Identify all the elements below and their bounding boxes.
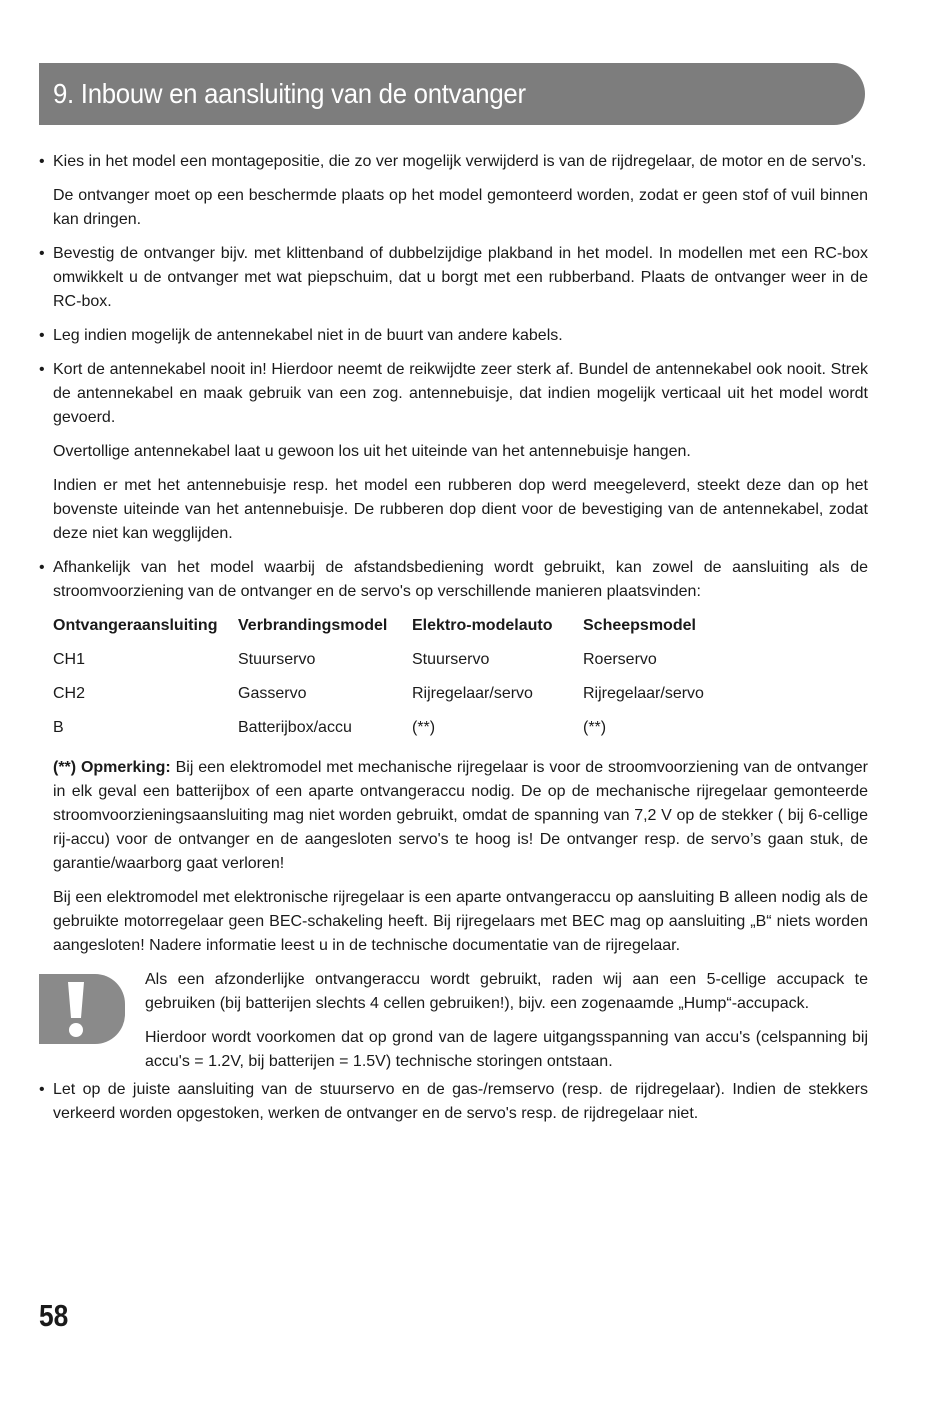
table-cell: (**) [583,719,607,736]
connection-table [53,614,783,750]
section-title-bar [39,63,865,125]
bullet-paragraph: • Afhankelijk van het model waarbij de afstandsbediening wordt gebruikt, kan zowel de aansluiting als de stroomvoorziening van de ontvanger en de servo's op verschillende manieren plaatsvinden: [53,556,868,604]
paragraph: De ontvanger moet op een beschermde plaats op het model gemonteerd worden, zodat er geen stof of vuil binnen kan dringen. [53,187,868,228]
bullet-paragraph: • Kies in het model een montagepositie, die zo ver mogelijk verwijderd is van de rijdregelaar, de motor en de servo's. [53,150,868,174]
bullet-paragraph: • Leg indien mogelijk de antennekabel niet in de buurt van andere kabels. [53,324,868,348]
table-header-row [53,614,783,648]
paragraph: Overtollige antennekabel laat u gewoon los uit het uiteinde van het antennebuisje hangen. [53,443,691,460]
table-row [53,648,783,682]
note-paragraph [53,756,868,876]
table-cell: Batterijbox/accu [238,719,352,736]
table-cell: CH2 [53,685,86,702]
table-header-cell: Ontvangeraansluiting [53,617,218,634]
table-cell: Stuurservo [238,651,316,668]
bec-paragraph: Bij een elektromodel met elektronische rijregelaar is een aparte ontvangeraccu op aansluiting B alleen nodig als de gebruikte motorregelaar geen BEC-schakeling heeft. Bij rijregelaars met BEC mag op aansluiting „B“ niets worden aangesloten! Nadere informatie leest u in de technische documentatie van de rijregelaar. [53,889,868,954]
table-cell: Rijregelaar/servo [583,685,704,702]
table-cell: Rijregelaar/servo [412,685,533,702]
bullet-paragraph: • Let op de juiste aansluiting van de stuurservo en de gas-/remservo (resp. de rijdregelaar). Indien de stekkers verkeerd worden opgestoken, werken de ontvanger en de servo's resp. de rijdregelaar niet. [53,1078,868,1126]
bullet-paragraph: • Kort de antennekabel nooit in! Hierdoor neemt de reikwijdte zeer sterk af. Bundel de antennekabel ook nooit. Strek de antennekabel en maak gebruik van een zog. antennebuisje, dat indien mogelijk verticaal uit het model wordt gevoerd. [53,358,868,430]
paragraph: Indien er met het antennebuisje resp. het model een rubberen dop werd meegeleverd, steekt deze dan op het bovenste uiteinde van het antennebuisje. De rubberen dop dient voor de bevestiging van de antennekabel, zodat deze niet kan wegglijden. [53,477,868,542]
warning-paragraph: Hierdoor wordt voorkomen dat op grond van de lagere uitgangsspanning van accu's (celspanning bij accu's = 1.2V, bij batterijen = 1.5V) technische storingen ontstaan. [145,1029,868,1070]
note-label: (**) Opmerking: [53,759,171,776]
table-cell: B [53,719,64,736]
warning-box [39,968,868,1078]
table-cell: (**) [412,719,436,736]
page-content [39,150,868,1136]
table-row [53,682,783,716]
table-cell: Roerservo [583,651,657,668]
table-row [53,716,783,750]
table-header-cell: Elektro-modelauto [412,617,553,634]
section-title: 9. Inbouw en aansluiting van de ontvanger [53,78,526,109]
note-text: Bij een elektromodel met mechanische rijregelaar is voor de stroomvoorziening van de ontvanger in elk geval een batterijbox of een aparte ontvangeraccu nodig. De op de mechanische rijregelaar gemonteerde stroomvoorzieningsaansluiting mag niet worden gebruikt, omdat de spanning van 7,2 V op de stekker ( bij 6-cellige rij-accu) voor de ontvanger en de aangesloten servo's te hoog is! De ontvanger resp. de servo’s gaan stuk, de garantie/waarborg gaat verloren! [53,759,869,872]
table-header-cell: Scheepsmodel [583,617,696,634]
table-cell: CH1 [53,651,86,668]
exclamation-icon [39,974,125,1044]
table-header-cell: Verbrandingsmodel [238,617,388,634]
page-number: 58 [39,1298,69,1333]
bullet-paragraph: • Bevestig de ontvanger bijv. met klittenband of dubbelzijdige plakband in het model. In modellen met een RC-box omwikkelt u de ontvanger met wat piepschuim, dat u borgt met een rubberband. Plaats de ontvanger weer in de RC-box. [53,242,868,314]
table-cell: Stuurservo [412,651,490,668]
table-cell: Gasservo [238,685,307,702]
warning-paragraph: Als een afzonderlijke ontvangeraccu wordt gebruikt, raden wij aan een 5-cellige accupack te gebruiken (bij batterijen slechts 4 cellen gebruiken!), bijv. een zogenaamde „Hump“-accupack. [145,971,868,1012]
